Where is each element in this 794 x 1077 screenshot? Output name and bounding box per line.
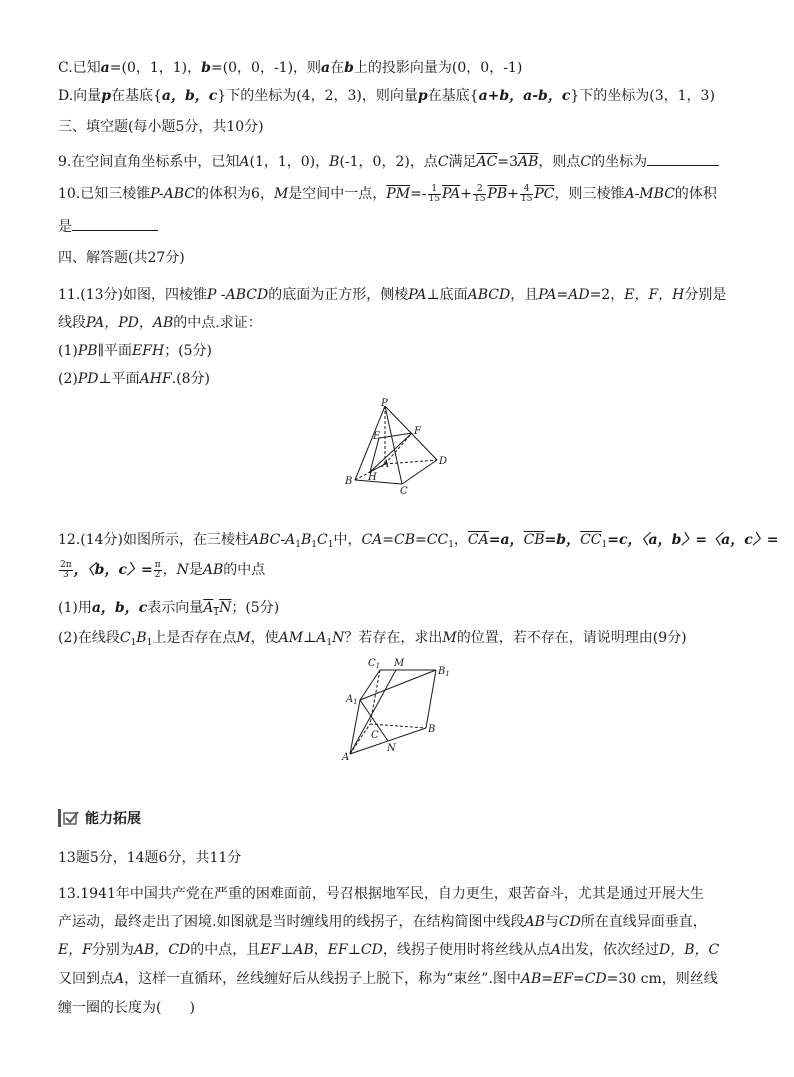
fraction: $\frac{1}{15}$ — [428, 183, 440, 204]
question-11-line2: 线段PA，PD，AB的中点.求证： — [58, 315, 262, 331]
label-b1: $B_1$ — [438, 666, 450, 678]
pyramid-figure — [340, 396, 460, 496]
question-13-line4: 又回到点A，这样一直循环，丝线缠好后从线拐子上脱下，称为“束丝”.图中AB=EF=CD=30 cm，则丝线 — [58, 971, 718, 987]
fraction: $\frac{2\pi}{3}$ — [60, 559, 72, 580]
label-a: A — [342, 752, 350, 763]
question-12-part1: (1)用a，b，c表示向量$A_1N$；(5分) — [58, 600, 280, 618]
question-11-part2: (2)PD⊥平面AHF.(8分) — [58, 371, 210, 387]
prism-figure — [340, 656, 460, 766]
fraction: $\frac{2}{15}$ — [473, 183, 486, 204]
option-d: D.向量p在基底{a，b，c}下的坐标为(4，2，3)，则向量p在基底{a+b，a-b，c}下的坐标为(3，1，3) — [58, 88, 715, 104]
question-13-line1: 13.1941年中国共产党在严重的困难面前，号召根据地军民，自力更生，艰苦奋斗，尤其是通过开展大生 — [58, 886, 704, 902]
label-b: B — [428, 724, 436, 735]
question-12-line2: $\frac{2\pi}{3}$ ，〈b，c〉= $\frac{\pi}{2}$ ，N是AB的中点 — [60, 559, 266, 580]
question-11-part1: (1)PB∥平面EFH；(5分) — [58, 343, 213, 359]
question-12-part2: (2)在线段$C_1B_1$上是否存在点M，使$AM\perp A_1N$？若存在，求出M的位置，若不存在，请说明理由(9分) — [58, 630, 687, 648]
question-10: 10.已知三棱锥P-ABC的体积为6，M是空间中一点，$\overline{PM}=-$ $\frac{1}{15}$ $\overline{PA}+$ $\frac{2}{15}$ $\overline{PB}+$ $\frac{4}{15}$ $\overline{PC}$，则三棱锥A-MBC的体积 — [58, 183, 717, 204]
question-11-line1: 11.(13分)如图，四棱锥P -ABCD的底面为正方形，侧棱PA⊥底面ABCD，且PA=AD=2，E，F，H分别是 — [58, 287, 727, 303]
question-13-line2: 产运动，最终走出了困境.如图就是当时缠线用的线拐子，在结构简图中线段AB与CD所在直线异面垂直， — [58, 914, 707, 930]
option-c: C.已知a=(0，1，1)，b=(0，0，-1)，则a在b上的投影向量为(0，0，-1) — [58, 60, 523, 76]
label-e: E — [373, 431, 381, 442]
label-b: B — [345, 476, 353, 487]
question-13-line3: E，F分别为AB，CD的中点，且EF⊥AB，EF⊥CD，线拐子使用时将丝线从点A出发，依次经过D，B，C — [58, 942, 720, 958]
question-10-line2: 是 — [58, 216, 158, 237]
label-c1: $C_1$ — [368, 658, 381, 670]
ability-extension-banner — [58, 808, 141, 828]
label-f: F — [414, 426, 421, 437]
question-12-line1: 12.(14分)如图所示，在三棱柱ABC-$A_1B_1C_1$中，$CA=CB=CC_1$，$\overline{CA}=a$，$\overline{CB}=b$，$\overline{CC}_1=c$，〈a，b〉=〈a，c〉= — [58, 532, 779, 550]
score-info: 13题5分，14题6分，共11分 — [58, 850, 242, 866]
section-answer-heading: 四、解答题(共27分) — [58, 250, 185, 266]
label-c: C — [371, 730, 379, 741]
label-d: D — [439, 456, 448, 467]
banner-title: 能力拓展 — [85, 811, 141, 827]
label-h: H — [368, 472, 377, 483]
answer-blank-9[interactable] — [647, 151, 719, 166]
question-9: 9.在空间直角坐标系中，已知A(1，1，0)，B(-1，0，2)，点C满足$\overline{AC}=3\overline{AB}$，则点C的坐标为 — [58, 151, 719, 172]
label-n: N — [387, 743, 396, 754]
label-p: P — [381, 398, 388, 409]
answer-blank-10[interactable] — [72, 216, 158, 231]
checkmark-icon — [63, 810, 79, 826]
label-m: M — [394, 658, 405, 669]
question-13-line5: 缠一圈的长度为( ) — [58, 1000, 195, 1016]
section-fill-blank-heading: 三、填空题(每小题5分，共10分) — [58, 119, 264, 135]
label-a: A — [382, 459, 390, 470]
fraction: $\frac{4}{15}$ — [520, 183, 533, 204]
banner-bar — [58, 809, 61, 827]
label-a1: $A_1$ — [346, 694, 358, 706]
label-c: C — [400, 486, 408, 496]
fraction: $\frac{\pi}{2}$ — [154, 559, 161, 580]
